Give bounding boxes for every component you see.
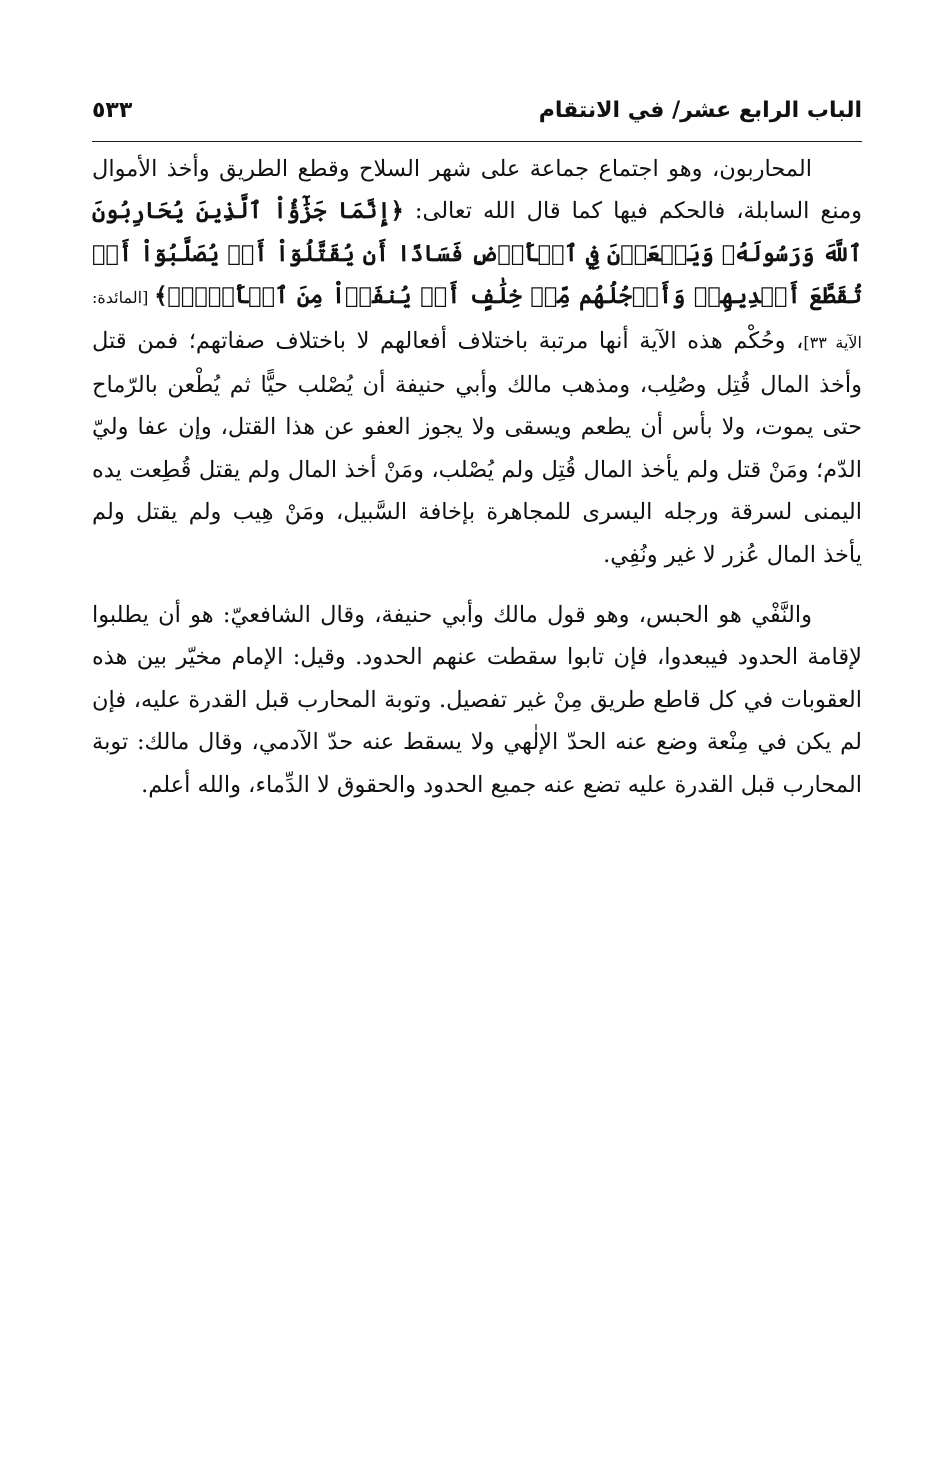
header-divider (92, 141, 862, 142)
chapter-title: الباب الرابع عشر/ في الانتقام (538, 98, 862, 123)
paragraph-intro: المحاربون، وهو اجتماع جماعة على شهر السلاح وقطع الطريق وأخذ الأموال ومنع السابلة، فالحكم فيها كما قال الله تعالى: (92, 156, 863, 225)
quran-verse: ﴿إِنَّمَا جَزَٰٓؤُاْ ٱلَّذِينَ يُحَارِبُونَ ٱللَّهَ وَرَسُولَهُۥ وَيَسۡعَوۡنَ فِي ٱلۡأَرۡضِ فَسَادًا أَن يُقَتَّلُوٓاْ أَوۡ يُصَلَّبُوٓاْ أَوۡ تُقَطَّعَ أَيۡدِيهِمۡ وَأَرۡجُلُهُم مِّنۡ خِلَٰفٍ أَوۡ يُنفَوۡاْ مِنَ ٱلۡأَرۡضِۚ﴾ (92, 198, 862, 310)
paragraph: والنَّفْي هو الحبس، وهو قول مالك وأبي حنيفة، وقال الشافعيّ: هو أن يطلبوا لإقامة الحدود فيبعدوا، فإن تابوا سقطت عنهم الحدود. وقيل: الإمام مخيّر بين هذه العقوبات في كل قاطع طريق مِنْ غير تفصيل. وتوبة المحارب قبل القدرة عليه، فإن لم يكن في مِنْعة وضع عنه الحدّ الإلٰهي ولا يسقط عنه حدّ الآدمي، وقال مالك: توبة المحارب قبل القدرة عليه تضع عنه جميع الحدود والحقوق لا الدِّماء، والله أعلم. (92, 602, 862, 798)
running-header (92, 92, 862, 138)
paragraph-continuation: ، وحُكْم هذه الآية أنها مرتبة باختلاف أفعالهم لا باختلاف صفاتهم؛ فمن قتل وأخذ المال قُتِل وصُلِب، ومذهب مالك وأبي حنيفة أن يُصْلب حيًّا ثم يُطْعن بالرّماح حتى يموت، ولا بأس أن يطعم ويسقى ولا يجوز العفو عن هذا القتل، وإن عفا وليّ الدّم؛ ومَنْ قتل ولم يأخذ المال قُتِل ولم يُصْلب، ومَنْ أخذ المال ولم يقتل قُطِعت يده اليمنى لسرقة ورجله اليسرى للمجاهرة بإخافة السَّبيل، ومَنْ هِيب ولم يقتل ولم يأخذ المال عُزر لا غير ونُفِي. (92, 327, 862, 568)
body-text (92, 148, 862, 806)
page-number: ٥٣٣ (92, 98, 133, 123)
verse-citation: [المائدة: الآية ٣٣] (92, 288, 863, 352)
paragraph (92, 148, 862, 576)
